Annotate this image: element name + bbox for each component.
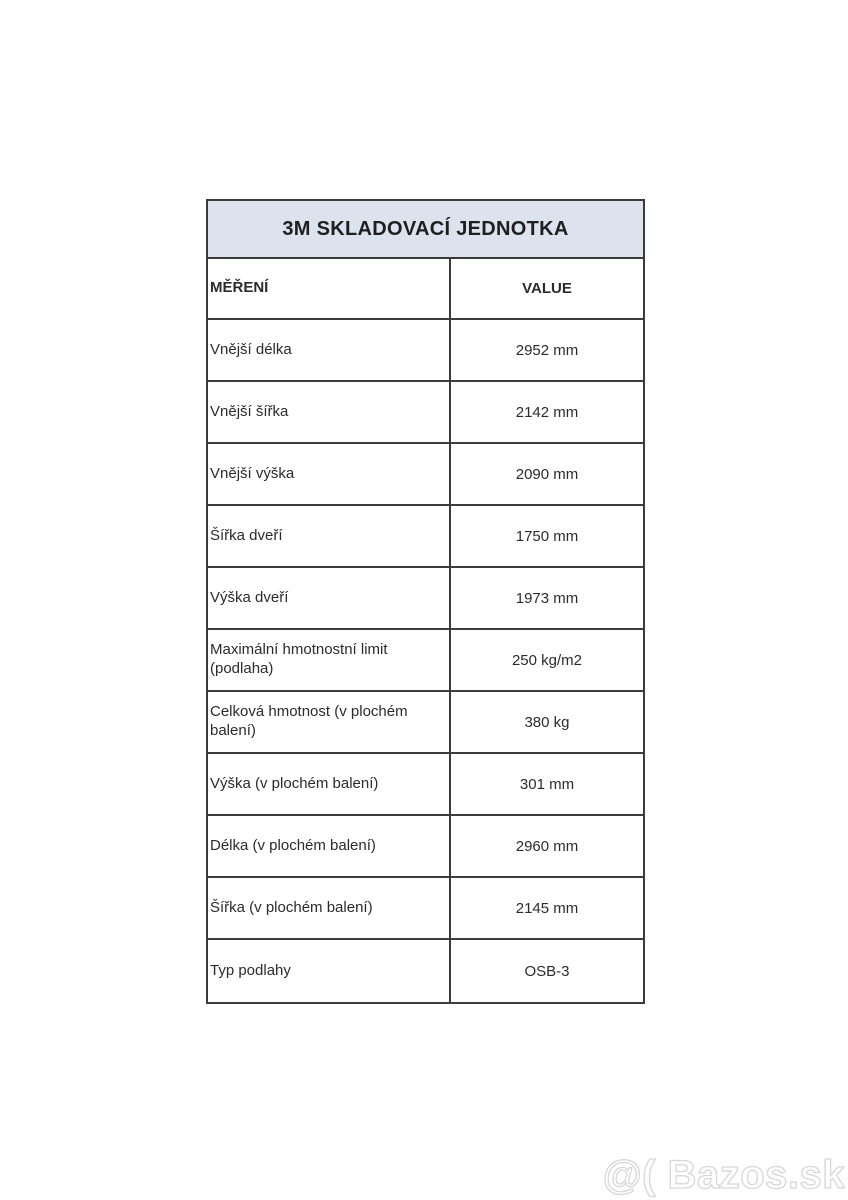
measurement-label: Celková hmotnost (v plochém balení): [208, 692, 451, 752]
measurement-label: Vnější výška: [208, 444, 451, 504]
table-row: [208, 630, 643, 692]
measurement-value: 301 mm: [519, 775, 575, 793]
measurement-value: 2952 mm: [515, 341, 579, 359]
table-body: [208, 320, 643, 1002]
table-row: [208, 506, 643, 568]
table-row: [208, 754, 643, 816]
measurement-value: 1750 mm: [515, 527, 579, 545]
column-header-measurement: MĚŘENÍ: [208, 259, 451, 318]
table-row: [208, 878, 643, 940]
measurement-label: Typ podlahy: [208, 940, 451, 1002]
table-row: [208, 382, 643, 444]
measurement-value: 2145 mm: [515, 899, 579, 917]
bazos-watermark: @( Bazos.sk: [602, 1153, 845, 1197]
table-row: [208, 692, 643, 754]
measurement-label: Vnější šířka: [208, 382, 451, 442]
measurement-value: OSB-3: [524, 962, 570, 980]
measurement-value: 2142 mm: [515, 403, 579, 421]
measurement-value: 2090 mm: [515, 465, 579, 483]
measurement-label: Délka (v plochém balení): [208, 816, 451, 876]
measurement-label: Výška (v plochém balení): [208, 754, 451, 814]
table-row: [208, 320, 643, 382]
table-row: [208, 568, 643, 630]
table-row: [208, 816, 643, 878]
measurement-value: 1973 mm: [515, 589, 579, 607]
measurement-label: Maximální hmotnostní limit (podlaha): [208, 630, 451, 690]
table-row: [208, 444, 643, 506]
table-title: 3M SKLADOVACÍ JEDNOTKA: [282, 217, 569, 240]
measurement-label: Šířka (v plochém balení): [208, 878, 451, 938]
table-header-row: [208, 259, 643, 320]
column-header-value: VALUE: [522, 280, 572, 297]
measurement-label: Vnější délka: [208, 320, 451, 380]
measurement-value: 250 kg/m2: [511, 651, 583, 669]
measurement-value: 2960 mm: [515, 837, 579, 855]
table-title-row: [208, 201, 643, 259]
measurement-label: Výška dveří: [208, 568, 451, 628]
spec-table: [206, 199, 645, 1004]
measurement-label: Šířka dveří: [208, 506, 451, 566]
measurement-value: 380 kg: [524, 713, 570, 731]
table-row: [208, 940, 643, 1002]
